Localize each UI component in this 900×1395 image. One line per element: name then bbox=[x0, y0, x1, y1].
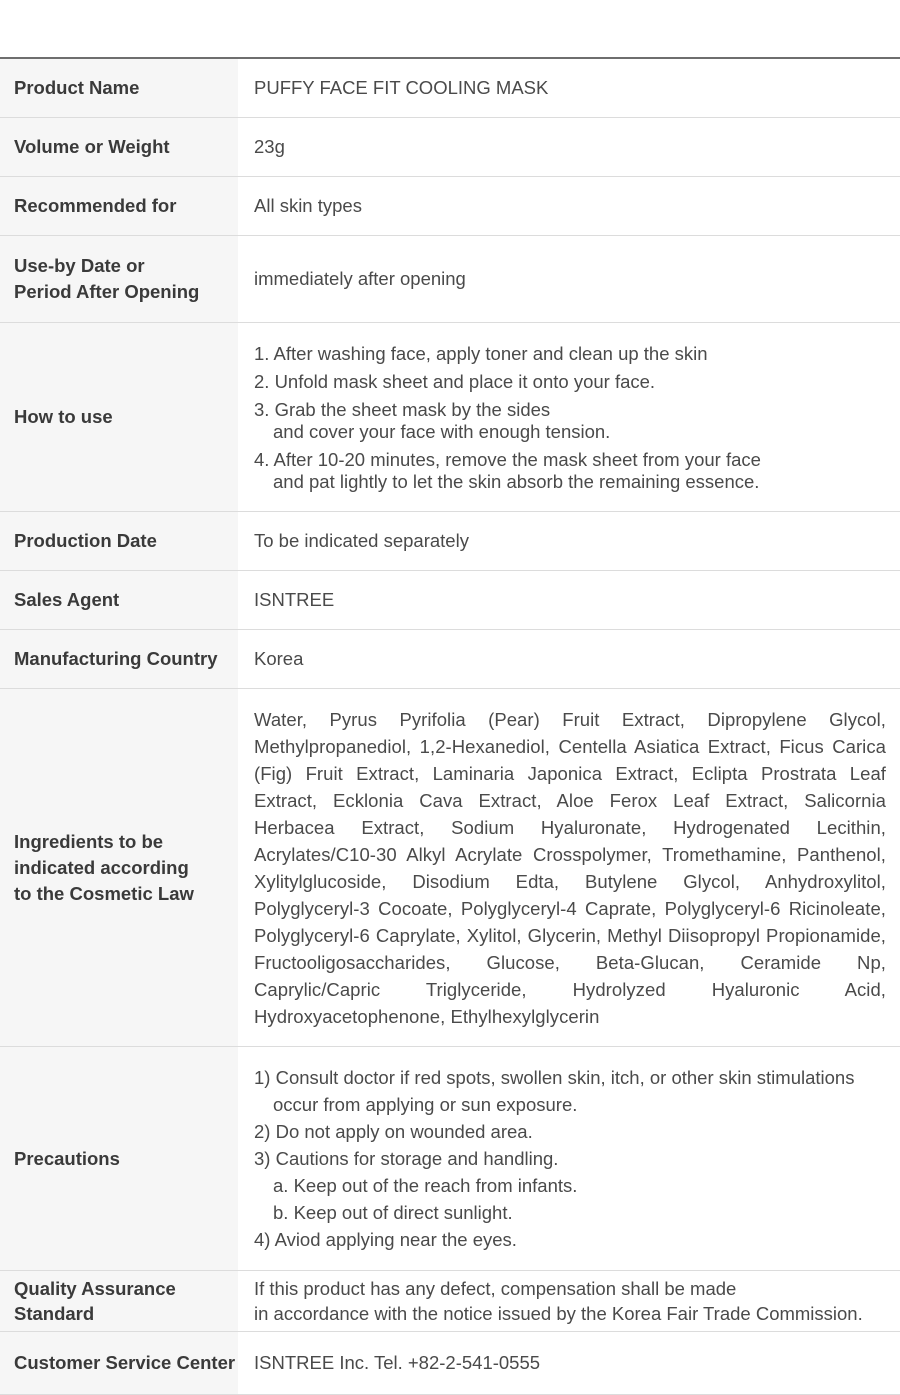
row-recommended bbox=[0, 177, 900, 236]
volume-value: 23g bbox=[254, 136, 285, 157]
how-to-use-step-3 bbox=[254, 399, 761, 443]
how-to-use-value bbox=[238, 323, 900, 511]
row-how-to-use bbox=[0, 323, 900, 512]
production-date-value: To be indicated separately bbox=[254, 530, 469, 551]
volume-label: Volume or Weight bbox=[0, 118, 238, 176]
row-volume bbox=[0, 118, 900, 177]
step-4-text: 4. After 10-20 minutes, remove the mask sheet from your face bbox=[254, 449, 761, 470]
quality-value bbox=[238, 1271, 900, 1331]
ingredients-label-line2: indicated according bbox=[14, 856, 189, 878]
precaution-line: 3) Cautions for storage and handling. bbox=[254, 1148, 559, 1169]
quality-label bbox=[0, 1271, 238, 1331]
how-to-use-step-4 bbox=[254, 449, 761, 493]
use-by-label bbox=[0, 236, 238, 322]
precaution-line: b. Keep out of direct sunlight. bbox=[273, 1202, 513, 1223]
quality-value-line2: in accordance with the notice issued by the Korea Fair Trade Commission. bbox=[254, 1303, 863, 1324]
product-name-value: PUFFY FACE FIT COOLING MASK bbox=[254, 77, 549, 98]
how-to-use-step-1 bbox=[254, 343, 761, 365]
how-to-use-steps bbox=[254, 341, 761, 493]
step-4-continuation: and pat lightly to let the skin absorb the remaining essence. bbox=[273, 471, 760, 492]
row-ingredients bbox=[0, 689, 900, 1047]
precaution-line: a. Keep out of the reach from infants. bbox=[273, 1175, 578, 1196]
customer-service-label: Customer Service Center bbox=[0, 1332, 238, 1394]
use-by-label-line2: Period After Opening bbox=[14, 281, 200, 302]
precautions-value bbox=[238, 1047, 900, 1270]
quality-value-line1: If this product has any defect, compensation shall be made bbox=[254, 1278, 737, 1299]
row-use-by bbox=[0, 236, 900, 323]
precautions-label: Precautions bbox=[0, 1047, 238, 1270]
step-3-text: 3. Grab the sheet mask by the sides bbox=[254, 399, 551, 420]
customer-service-value: ISNTREE Inc. Tel. +82-2-541-0555 bbox=[254, 1352, 541, 1373]
row-precautions bbox=[0, 1047, 900, 1271]
sales-agent-value: ISNTREE bbox=[254, 589, 335, 610]
row-product-name bbox=[0, 59, 900, 118]
precaution-line: occur from applying or sun exposure. bbox=[273, 1094, 578, 1115]
sales-agent-label: Sales Agent bbox=[0, 571, 238, 629]
country-value: Korea bbox=[254, 648, 304, 669]
production-date-label: Production Date bbox=[0, 512, 238, 570]
precautions-list bbox=[254, 1064, 854, 1253]
ingredients-label bbox=[0, 689, 238, 1046]
use-by-value: immediately after opening bbox=[254, 268, 466, 289]
how-to-use-step-2 bbox=[254, 371, 761, 393]
ingredients-label-line3: to the Cosmetic Law bbox=[14, 882, 194, 904]
how-to-use-label: How to use bbox=[0, 323, 238, 511]
product-name-label: Product Name bbox=[0, 59, 238, 117]
step-1-text: 1. After washing face, apply toner and clean up the skin bbox=[254, 343, 708, 364]
row-production-date bbox=[0, 512, 900, 571]
quality-label-line1: Quality Assurance bbox=[14, 1278, 176, 1299]
use-by-label-line1: Use-by Date or bbox=[14, 255, 145, 276]
row-sales-agent bbox=[0, 571, 900, 630]
country-label: Manufacturing Country bbox=[0, 630, 238, 688]
quality-label-line2: Standard bbox=[14, 1303, 95, 1324]
recommended-value: All skin types bbox=[254, 195, 362, 216]
product-info-table bbox=[0, 59, 900, 1395]
ingredients-text: Water, Pyrus Pyrifolia (Pear) Fruit Extract, Dipropylene Glycol, Methylpropanediol, 1,2-Hexanediol, Centella Asiatica Extract, Ficus Carica (Fig) Fruit Extract, Laminaria Japonica Extract, Eclipta Prostrata Leaf Extract, Ecklonia Cava Extract, Aloe Ferox Leaf Extract, Salicornia Herbacea Extract, Sodium Hyaluronate, Hydrogenated Lecithin, Acrylates/C10-30 Alkyl Acrylate Crosspolymer, Tromethamine, Panthenol, Xylitylglucoside, Disodium Edta, Butylene Glycol, Anhydroxylitol, Polyglyceryl-3 Cocoate, Polyglyceryl-4 Caprate, Polyglyceryl-6 Ricinoleate, Polyglyceryl-6 Caprylate, Xylitol, Glycerin, Methyl Diisopropyl Propionamide, Fructooligosaccharides, Glucose, Beta-Glucan, Ceramide Np, Caprylic/Capric Triglyceride, Hydrolyzed Hyaluronic Acid, Hydroxyacetophenone, Ethylhexylglycerin bbox=[254, 708, 886, 1027]
row-quality bbox=[0, 1271, 900, 1332]
recommended-label: Recommended for bbox=[0, 177, 238, 235]
row-customer-service bbox=[0, 1332, 900, 1395]
step-3-continuation: and cover your face with enough tension. bbox=[273, 421, 611, 442]
ingredients-label-line1: Ingredients to be bbox=[14, 830, 164, 852]
row-country bbox=[0, 630, 900, 689]
ingredients-value bbox=[238, 689, 900, 1046]
table-top-border bbox=[0, 0, 900, 59]
precaution-line: 4) Aviod applying near the eyes. bbox=[254, 1229, 517, 1250]
precaution-line: 1) Consult doctor if red spots, swollen skin, itch, or other skin stimulations bbox=[254, 1067, 855, 1088]
step-2-text: 2. Unfold mask sheet and place it onto your face. bbox=[254, 371, 656, 392]
precaution-line: 2) Do not apply on wounded area. bbox=[254, 1121, 533, 1142]
